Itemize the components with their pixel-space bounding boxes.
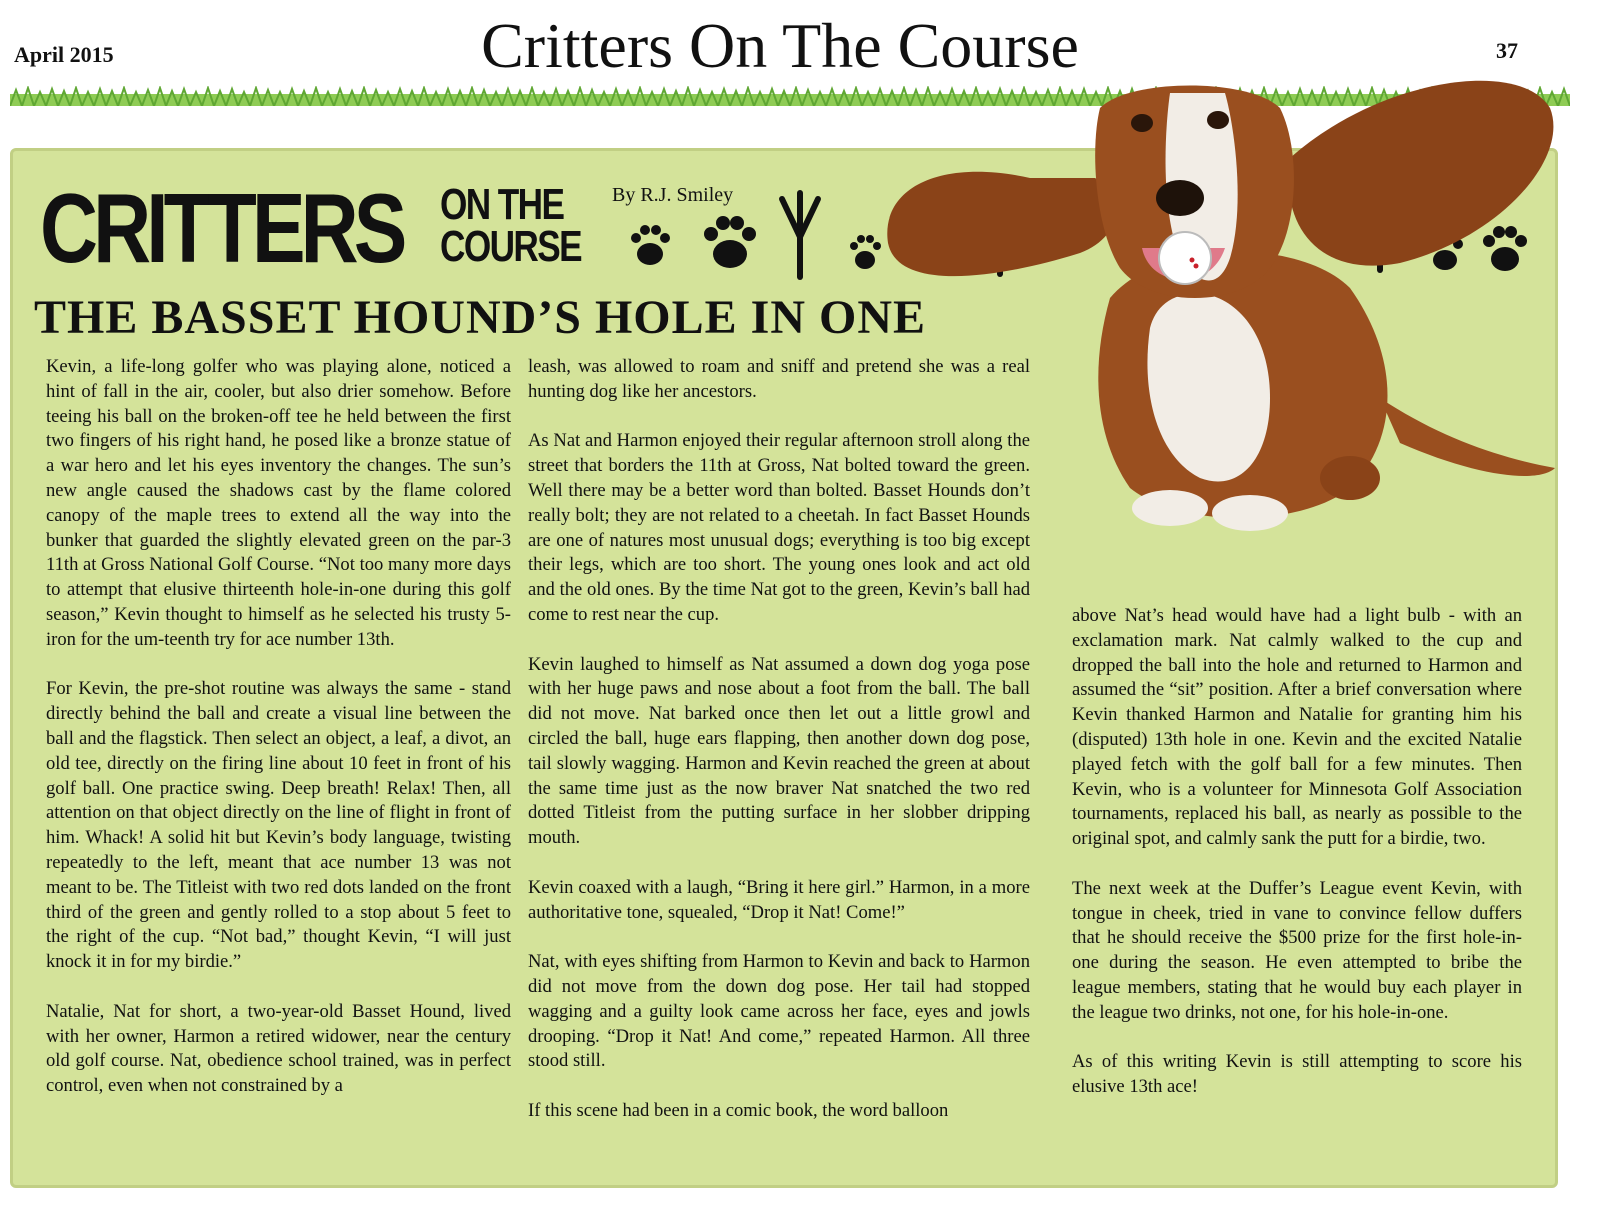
bird-track-icon (782, 193, 818, 277)
paragraph: Nat, with eyes shifting from Harmon to Kevin and back to Harmon did not move from the down dog pose. Her tail had stopped wagging and a guilty look came across her face, eyes and jowls drooping. “Drop it Nat! And come,” repeated Harmon. All three stood still. (528, 951, 1030, 1072)
basset-hound-image (880, 38, 1560, 558)
article-headline: THE BASSET HOUND’S HOLE IN ONE (34, 291, 927, 344)
paragraph: Kevin coaxed with a laugh, “Bring it here girl.” Harmon, in a more authoritative tone, squealed, “Drop it Nat! Come!” (528, 876, 1030, 923)
logo-line-on-the: ON THE (440, 180, 564, 229)
paragraph: As Nat and Harmon enjoyed their regular afternoon stroll along the street that borders the 11th at Gross, Nat bolted toward the green. Well there may be a better word than bolted. Basset Hounds don’t really bolt; they are not related to a cheetah. In fact Basset Hounds are one of natures most unusual dogs; everything is too big except their legs, which are too short. The young ones look and act old and the old ones. By the time Nat got to the green, Kevin’s ball had come to rest near the cup. (528, 430, 1030, 625)
paragraph: Kevin laughed to himself as Nat assumed a down dog yoga pose with her huge paws and nose about a foot from the ball. The ball did not move. Nat barked once then let out a little growl and circled the ball, huge ears flapping, then another down dog pose, tail slowly wagging. Harmon and Kevin reached the green at about the same time just as the now braver Nat snatched the two red dotted Titleist from the putting surface in her slobber dripping mouth. (528, 653, 1030, 849)
byline: By R.J. Smiley (612, 184, 734, 206)
paragraph: leash, was allowed to roam and sniff and pretend she was a real hunting dog like her ancestors. (528, 356, 1030, 402)
logo-critters: CRITTERS (40, 173, 403, 283)
issue-date: April 2015 (14, 42, 114, 67)
paw-print-icon (704, 216, 756, 268)
article-column-1 (46, 355, 511, 1124)
paragraph: The next week at the Duffer’s League event Kevin, with tongue in cheek, tried in vane to convince fellow duffers that he should receive the $500 prize for the first hole-in-one during the season. He even attempted to bribe the league members, stating that he would buy each player in the league two drinks, not one, for his hole-in-one. (1072, 877, 1522, 1023)
masthead-title: Critters On The Course (481, 10, 1079, 81)
paragraph: If this scene had been in a comic book, the word balloon (528, 1099, 949, 1121)
page-number: 37 (1496, 38, 1518, 63)
paragraph: For Kevin, the pre-shot routine was always the same - stand directly behind the ball and create a visual line between the ball and the flagstick. Then select an object, a leaf, a divot, an old tee, directly on the firing line about 10 feet in front of his golf ball. One practice swing. Deep breath! Relax! Then, all attention on that object directly on the line of flight in front of him. Whack! A solid hit but Kevin’s body language, twisting repeatedly to the left, meant that ace number 13 was not meant to be. The Titleist with two red dots landed on the front third of the green and gently rolled to a stop about 5 feet to the right of the cup. “Not bad,” thought Kevin, “I will just knock it in for my birdie.” (46, 678, 511, 973)
logo-line-course: COURSE (440, 222, 581, 271)
paw-print-icon (850, 235, 881, 269)
logo-on-the-course (440, 180, 581, 271)
article-column-3 (1072, 604, 1522, 1125)
paw-print-icon (631, 225, 670, 265)
paragraph: As of this writing Kevin is still attempting to score his elusive 13th ace! (1072, 1051, 1522, 1098)
paragraph: above Nat’s head would have had a light bulb - with an exclamation mark. Nat calmly walked to the cup and dropped the ball into the hole and returned to Harmon and assumed the “sit” position. After a brief conversation where Kevin thanked Harmon and Natalie for granting him his (disputed) 13th hole in one. Kevin and the excited Natalie played fetch with the golf ball for a few minutes. Then Kevin, who is a volunteer for Minnesota Golf Association tournaments, replaced his ball, as nearly as possible to the original spot, and calmly sank the putt for a birdie, two. (1072, 605, 1522, 850)
paragraph: Natalie, Nat for short, a two-year-old Basset Hound, lived with her owner, Harmon a retired widower, near the century old golf course. Nat, obedience school trained, was in perfect control, even when not constrained by a (46, 1000, 511, 1097)
paragraph: Kevin, a life-long golfer who was playing alone, noticed a hint of fall in the air, cooler, but also drier somehow. Before teeing his ball on the broken-off tee he held between the first two fingers of his right hand, he posed like a bronze statue of a war hero and let his eyes inventory the changes. The sun’s new angle caused the shadows cast by the flame colored canopy of the maple trees to extend all the way into the bunker that guarded the slightly elevated green on the par-3 11th at Gross National Golf Course. “Not too many more days to attempt that elusive thirteenth hole-in-one during this golf season,” Kevin thought to himself as he selected his trusty 5-iron for the um-teenth try for ace number 13th. (46, 356, 511, 650)
